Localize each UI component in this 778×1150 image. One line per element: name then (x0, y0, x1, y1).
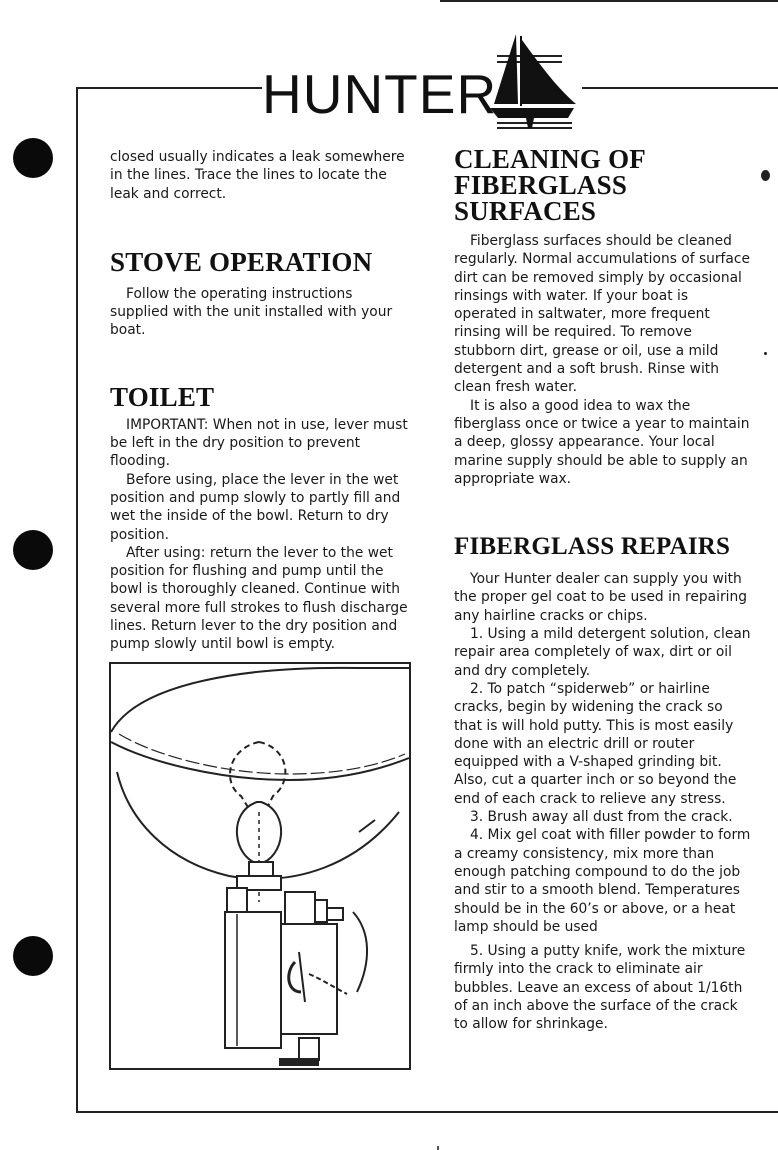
toilet-paragraph: Before using, place the lever in the wet position and pump slowly to partly fill and wet the inside of the bowl. Return to dry position. (110, 471, 401, 543)
stove-body: Follow the operating instructions supplied with the unit installed with your boat. (110, 285, 393, 339)
cleaning-heading: CLEANING OF FIBERGLASS SURFACES (454, 144, 645, 226)
intro-paragraph: closed usually indicates a leak somewhere in the lines. Trace the lines to locate the leak and correct. (110, 149, 405, 202)
toilet-pump-illustration (109, 662, 411, 1070)
top-edge-line (440, 0, 778, 2)
hunter-logo (262, 32, 582, 132)
repairs-step: 2. To patch “spiderweb” or hairline cracks, begin by widening the crack so that is will hold putty. This is most easily done with an electric drill or router equipped with a V-shaped grinding bit. Also, cut a quarter inch or so beyond the end of each crack to relieve any stress. (454, 680, 737, 807)
repairs-paragraph: Your Hunter dealer can supply you with the proper gel coat to be used in repairing any hairline cracks or chips. (454, 571, 747, 624)
scan-speck (761, 170, 770, 181)
cleaning-paragraph: Fiberglass surfaces should be cleaned regularly. Normal accumulations of surface dirt can be removed simply by occasional rinsings with water. If your boat is operated in saltwater, more frequent rinsing will be required. To remove stubborn dirt, grease or oil, use a mild detergent and a soft brush. Rinse with clean fresh water. (454, 233, 750, 396)
binder-hole-middle (13, 530, 53, 570)
repairs-step: 3. Brush away all dust from the crack. (470, 809, 733, 826)
logo-wordmark: HUNTER (262, 54, 497, 134)
toilet-paragraph: After using: return the lever to the wet position for flushing and pump until the bowl is thoroughly cleaned. Continue with several more full strokes to flush discharge lines. Return lever to the dry position and pump slowly until bowl is empty. (110, 544, 408, 653)
frame-top-left-rule (76, 87, 264, 89)
sailboat-icon (488, 32, 580, 130)
left-column (110, 148, 410, 654)
scan-speck (764, 352, 767, 355)
repairs-step: 5. Using a putty knife, work the mixture firmly into the crack to eliminate air bubbles. Leave an excess of about 1/16th of an inch above the surface of the crack to allow for shrinkage. (454, 943, 746, 1033)
repairs-step: 4. Mix gel coat with filler powder to form a creamy consistency, mix more than enough patching compound to do the job and stir to a smooth blend. Temperatures should be in the 60’s or above, or a heat lamp should be used (454, 827, 751, 935)
repairs-step: 1. Using a mild detergent solution, clean repair area completely of wax, dirt or oil and dry completely. (454, 626, 751, 679)
toilet-heading: TOILET (110, 381, 215, 412)
right-column (454, 146, 754, 1034)
frame-bottom-rule (76, 1111, 778, 1113)
frame-top-right-rule (582, 87, 778, 89)
repairs-heading: FIBERGLASS REPAIRS (454, 533, 731, 561)
scan-mark (437, 1146, 439, 1150)
frame-left-rule (76, 87, 78, 1113)
stove-heading: STOVE OPERATION (110, 246, 373, 277)
binder-hole-bottom (13, 936, 53, 976)
binder-hole-top (13, 138, 53, 178)
cleaning-paragraph: It is also a good idea to wax the fiberglass once or twice a year to maintain a deep, glossy appearance. Your local marine supply should be able to supply an appropriate wax. (454, 397, 750, 487)
toilet-paragraph: IMPORTANT: When not in use, lever must be left in the dry position to prevent flooding. (110, 416, 408, 470)
